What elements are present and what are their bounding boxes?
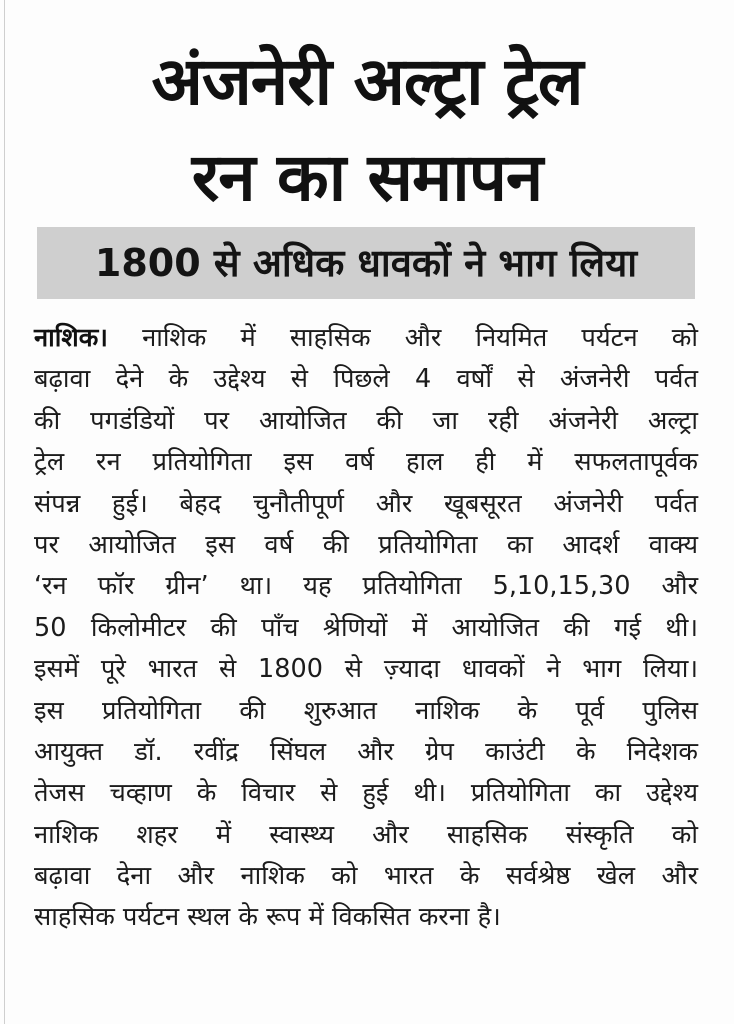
body-line-10: इस प्रतियोगिता की शुरुआत नाशिक के पूर्व पुलिस xyxy=(34,695,698,726)
body-line-1 xyxy=(34,318,698,359)
headline-line-1: अंजनेरी अल्ट्रा ट्रेल xyxy=(151,43,583,120)
body-line-8: 50 किलोमीटर की पाँच श्रेणियों में आयोजित की गई थी। xyxy=(34,612,698,643)
headline-line-2: रन का समापन xyxy=(191,139,543,216)
body-line-15: साहसिक पर्यटन स्थल के रूप में विकसित करना है। xyxy=(34,902,501,933)
headline xyxy=(0,34,734,226)
body-line-9: इसमें पूरे भारत से 1800 से ज़्यादा धावकों ने भाग लिया। xyxy=(34,654,698,685)
body-line-1-text: नाशिक में साहसिक और नियमित पर्यटन को xyxy=(107,323,698,353)
body-line-11: आयुक्त डॉ. रवींद्र सिंघल और ग्रेप काउंटी के निदेशक xyxy=(34,736,698,767)
body-line-5: संपन्न हुई। बेहद चुनौतीपूर्ण और खूबसूरत अंजनेरी पर्वत xyxy=(34,488,698,519)
subheadline: 1800 से अधिक धावकों ने भाग लिया xyxy=(94,241,638,285)
body-line-2: बढ़ावा देने के उद्देश्य से पिछले 4 वर्षों से अंजनेरी पर्वत xyxy=(34,364,698,395)
body-line-6: पर आयोजित इस वर्ष की प्रतियोगिता का आदर्श वाक्य xyxy=(34,529,698,560)
body-line-14: बढ़ावा देना और नाशिक को भारत के सर्वश्रेष्ठ खेल और xyxy=(34,861,698,892)
dateline: नाशिक। xyxy=(34,323,108,353)
body-line-4: ट्रेल रन प्रतियोगिता इस वर्ष हाल ही में सफलतापूर्वक xyxy=(34,447,698,478)
body-line-12: तेजस चव्हाण के विचार से हुई थी। प्रतियोगिता का उद्देश्य xyxy=(34,778,698,809)
body-line-3: की पगडंडियों पर आयोजित की जा रही अंजनेरी अल्ट्रा xyxy=(34,405,698,436)
body-line-7: ‘रन फॉर ग्रीन’ था। यह प्रतियोगिता 5,10,15,30 और xyxy=(34,571,698,602)
body-line-13: नाशिक शहर में स्वास्थ्य और साहसिक संस्कृति को xyxy=(34,819,698,850)
article-body xyxy=(34,318,698,939)
